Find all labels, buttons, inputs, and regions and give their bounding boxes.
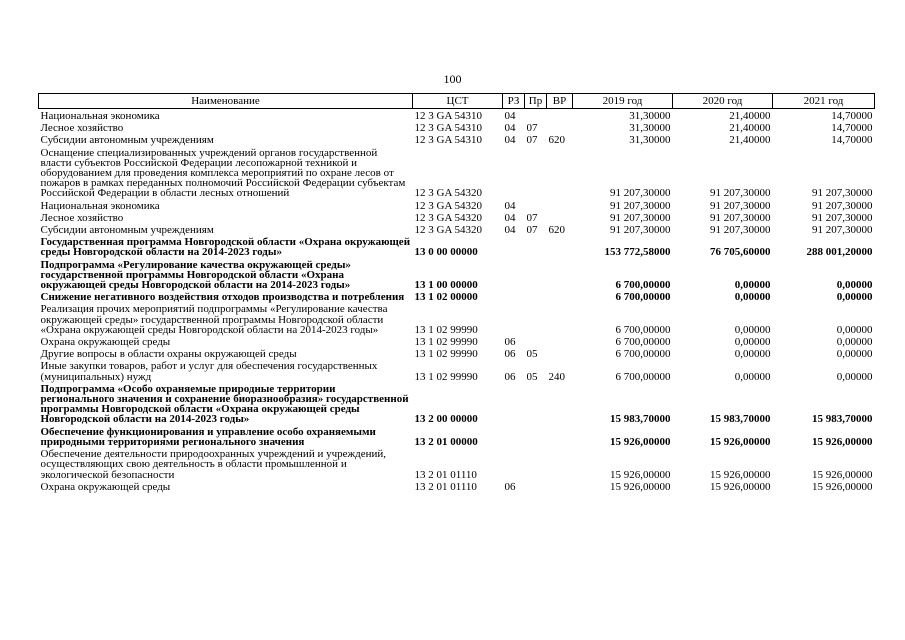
row-pr bbox=[525, 109, 547, 122]
row-pr: 07 bbox=[526, 211, 538, 224]
row-vr bbox=[547, 211, 573, 223]
row-2019: 6 700,00000 bbox=[615, 323, 671, 336]
row-2019: 6 700,00000 bbox=[615, 279, 671, 292]
row-name: Лесное хозяйство bbox=[40, 122, 124, 135]
row-2020: 91 207,30000 bbox=[710, 187, 771, 200]
row-name: Субсидии автономным учреждениям bbox=[40, 134, 214, 147]
row-pr bbox=[525, 199, 547, 211]
row-2021: 91 207,30000 bbox=[812, 199, 873, 212]
row-cst: 12 3 GA 54320 bbox=[414, 187, 483, 200]
row-cst: 12 3 GA 54320 bbox=[414, 199, 483, 212]
row-vr bbox=[547, 109, 573, 122]
row-rz: 04 bbox=[504, 110, 516, 122]
row-rz: 04 bbox=[504, 224, 516, 237]
page-number: 100 bbox=[443, 72, 462, 86]
row-name: Обеспечение функционирования и управление особо охраняемыми природными территориями регионального значения bbox=[40, 425, 376, 448]
table-row bbox=[39, 290, 875, 302]
row-2019: 31,30000 bbox=[629, 110, 671, 122]
row-pr bbox=[525, 447, 547, 480]
row-name: Оснащение специализированных учреждений органов государственной власти субъектов Российской Федерации лесопожарной техникой и оборудованием для проведения комплекса мероприятий по охране лесов от пожаров в рамках переданных полномочий Российской Федерации субъектам Российской Федерации в области лесных отношений bbox=[40, 146, 406, 200]
row-2019: 6 700,00000 bbox=[615, 348, 671, 361]
row-2019: 6 700,00000 bbox=[615, 370, 671, 383]
row-vr bbox=[547, 290, 573, 302]
row-name: Охрана окружающей среды bbox=[40, 336, 171, 349]
row-2021: 14,70000 bbox=[831, 110, 873, 122]
row-name: Национальная экономика bbox=[40, 110, 160, 122]
row-2021: 15 926,00000 bbox=[812, 480, 873, 493]
row-pr bbox=[525, 146, 547, 199]
row-pr bbox=[525, 335, 547, 347]
row-2021: 0,00000 bbox=[836, 279, 873, 292]
row-rz: 06 bbox=[504, 370, 516, 383]
row-2019: 15 926,00000 bbox=[610, 435, 671, 448]
row-2021: 91 207,30000 bbox=[812, 187, 873, 200]
row-2021: 91 207,30000 bbox=[812, 211, 873, 224]
row-pr bbox=[525, 382, 547, 425]
table-row bbox=[39, 109, 875, 122]
row-cst: 13 0 00 00000 bbox=[414, 246, 478, 259]
row-vr bbox=[547, 302, 573, 335]
table-row bbox=[39, 382, 875, 425]
row-2020: 91 207,30000 bbox=[710, 199, 771, 212]
row-rz: 06 bbox=[504, 336, 516, 349]
row-2019: 91 207,30000 bbox=[610, 199, 671, 212]
row-vr bbox=[547, 258, 573, 291]
row-rz bbox=[503, 235, 525, 257]
row-2019: 91 207,30000 bbox=[610, 211, 671, 224]
row-pr bbox=[525, 235, 547, 257]
row-cst: 13 2 01 01110 bbox=[414, 468, 477, 481]
header-rz: РЗ bbox=[503, 94, 525, 109]
row-2020: 0,00000 bbox=[734, 323, 771, 336]
header-cst: ЦСТ bbox=[413, 94, 503, 109]
row-pr bbox=[525, 258, 547, 291]
header-2021: 2021 год bbox=[773, 94, 875, 109]
row-2019: 15 983,70000 bbox=[610, 413, 671, 426]
row-2019: 15 926,00000 bbox=[610, 480, 671, 493]
row-name: Национальная экономика bbox=[40, 199, 160, 212]
row-2019: 91 207,30000 bbox=[610, 224, 671, 237]
row-cst: 13 2 00 00000 bbox=[414, 413, 478, 426]
row-vr: 620 bbox=[548, 224, 565, 237]
row-cst: 13 1 02 99990 bbox=[414, 323, 478, 336]
header-2019: 2019 год bbox=[573, 94, 673, 109]
row-vr bbox=[547, 480, 573, 492]
row-2019: 6 700,00000 bbox=[615, 291, 671, 304]
row-2021: 14,70000 bbox=[831, 134, 873, 147]
row-vr bbox=[547, 425, 573, 447]
row-vr bbox=[547, 335, 573, 347]
row-vr: 240 bbox=[548, 370, 565, 383]
row-2020: 15 926,00000 bbox=[710, 435, 771, 448]
row-rz bbox=[503, 302, 525, 335]
table-row bbox=[39, 199, 875, 211]
row-vr bbox=[547, 199, 573, 211]
row-name: Подпрограмма «Регулирование качества окружающей среды» государственной программы Новгородской области «Охрана окружающей среды Новгородской области на 2014-2023 годы» bbox=[40, 258, 351, 292]
row-pr bbox=[525, 302, 547, 335]
header-pr: Пр bbox=[525, 94, 547, 109]
row-2019: 6 700,00000 bbox=[615, 336, 671, 349]
row-2019: 153 772,58000 bbox=[604, 246, 671, 259]
row-2019: 31,30000 bbox=[629, 122, 671, 135]
row-cst: 13 1 02 99990 bbox=[414, 348, 478, 361]
row-vr: 620 bbox=[548, 134, 565, 147]
row-cst: 12 3 GA 54310 bbox=[414, 122, 483, 135]
row-name: Субсидии автономным учреждениям bbox=[40, 224, 214, 237]
row-2020: 15 983,70000 bbox=[710, 413, 771, 426]
row-2021: 15 926,00000 bbox=[812, 435, 873, 448]
row-2021: 0,00000 bbox=[836, 370, 873, 383]
row-rz bbox=[503, 146, 525, 199]
row-pr: 05 bbox=[526, 348, 538, 361]
table-row bbox=[39, 447, 875, 480]
row-vr bbox=[547, 146, 573, 199]
row-rz: 04 bbox=[504, 211, 516, 224]
row-cst: 13 2 01 00000 bbox=[414, 435, 478, 448]
row-rz: 06 bbox=[504, 348, 516, 361]
row-2021: 15 983,70000 bbox=[812, 413, 873, 426]
row-2021: 0,00000 bbox=[836, 323, 873, 336]
table-row bbox=[39, 133, 875, 145]
table-row bbox=[39, 258, 875, 291]
row-name: Другие вопросы в области охраны окружающей среды bbox=[40, 348, 297, 361]
row-cst: 12 3 GA 54310 bbox=[414, 134, 483, 147]
row-2020: 21,40000 bbox=[729, 122, 771, 135]
table-row bbox=[39, 359, 875, 381]
row-2020: 76 705,60000 bbox=[710, 246, 771, 259]
row-pr bbox=[525, 290, 547, 302]
row-pr: 07 bbox=[526, 134, 538, 147]
row-2021: 0,00000 bbox=[836, 336, 873, 349]
row-cst: 12 3 GA 54320 bbox=[414, 224, 483, 237]
row-name: Иные закупки товаров, работ и услуг для обеспечения государственных (муниципальных) нужд bbox=[40, 360, 378, 383]
table-row bbox=[39, 347, 875, 359]
header-vr: ВР bbox=[547, 94, 573, 109]
row-2021: 15 926,00000 bbox=[812, 468, 873, 481]
row-2020: 15 926,00000 bbox=[710, 480, 771, 493]
row-2020: 0,00000 bbox=[734, 348, 771, 361]
table-row bbox=[39, 235, 875, 257]
row-2019: 31,30000 bbox=[629, 134, 671, 147]
table-row bbox=[39, 211, 875, 223]
row-rz bbox=[503, 290, 525, 302]
row-name: Снижение негативного воздействия отходов производства и потребления bbox=[40, 291, 405, 304]
row-pr: 07 bbox=[526, 224, 538, 237]
row-2020: 91 207,30000 bbox=[710, 211, 771, 224]
row-rz: 04 bbox=[504, 134, 516, 147]
row-rz: 06 bbox=[504, 480, 516, 493]
row-name: Лесное хозяйство bbox=[40, 211, 124, 224]
table-row bbox=[39, 425, 875, 447]
table-header bbox=[39, 94, 875, 109]
row-cst: 12 3 GA 54320 bbox=[414, 211, 483, 224]
row-cst: 13 2 01 01110 bbox=[414, 480, 477, 493]
row-cst: 13 1 00 00000 bbox=[414, 279, 478, 292]
row-2021: 288 001,20000 bbox=[806, 246, 873, 259]
row-2019: 15 926,00000 bbox=[610, 468, 671, 481]
row-vr bbox=[547, 235, 573, 257]
row-pr: 05 bbox=[526, 370, 538, 383]
table-row bbox=[39, 146, 875, 199]
row-2019: 91 207,30000 bbox=[610, 187, 671, 200]
row-2020: 21,40000 bbox=[729, 110, 771, 122]
row-vr bbox=[547, 347, 573, 359]
row-2021: 14,70000 bbox=[831, 122, 873, 135]
row-name: Государственная программа Новгородской области «Охрана окружающей среды Новгородской области на 2014-2023 годы» bbox=[40, 236, 411, 259]
header-2020: 2020 год bbox=[673, 94, 773, 109]
table-row bbox=[39, 121, 875, 133]
row-cst: 13 1 02 99990 bbox=[414, 336, 478, 349]
row-vr bbox=[547, 447, 573, 480]
row-vr bbox=[547, 382, 573, 425]
row-name: Обеспечение деятельности природоохранных учреждений и учреждений, осуществляющих свою деятельность в области промышленной и экологической безопасности bbox=[40, 448, 386, 481]
row-rz bbox=[503, 447, 525, 480]
row-pr: 07 bbox=[526, 122, 538, 135]
row-2021: 0,00000 bbox=[836, 348, 873, 361]
table-row bbox=[39, 480, 875, 492]
table-row bbox=[39, 223, 875, 235]
row-cst: 13 1 02 99990 bbox=[414, 370, 478, 383]
row-name: Реализация прочих мероприятий подпрограммы «Регулирование качества окружающей среды» государственной программы Новгородской области «Охрана окружающей среды Новгородской области на 2014-2023 годы» bbox=[40, 303, 388, 336]
row-rz: 04 bbox=[504, 122, 516, 135]
row-rz: 04 bbox=[504, 199, 516, 212]
table-body bbox=[39, 109, 875, 492]
row-name: Подпрограмма «Особо охраняемые природные территории регионального значения и сохранение биоразнообразия» государственной программы Новгородской области «Охрана окружающей среды Новгородской области на 2014-2023 годы» bbox=[40, 382, 409, 426]
row-2020: 0,00000 bbox=[734, 370, 771, 383]
row-pr bbox=[525, 425, 547, 447]
row-2020: 0,00000 bbox=[734, 291, 771, 304]
row-2020: 91 207,30000 bbox=[710, 224, 771, 237]
row-2021: 91 207,30000 bbox=[812, 224, 873, 237]
header-name: Наименование bbox=[39, 94, 413, 109]
row-name: Охрана окружающей среды bbox=[40, 480, 171, 493]
row-2020: 15 926,00000 bbox=[710, 468, 771, 481]
row-rz bbox=[503, 425, 525, 447]
table-row bbox=[39, 335, 875, 347]
row-vr bbox=[547, 121, 573, 133]
row-cst: 13 1 02 00000 bbox=[414, 291, 478, 304]
row-2020: 0,00000 bbox=[734, 336, 771, 349]
row-2021: 0,00000 bbox=[836, 291, 873, 304]
budget-table bbox=[38, 93, 875, 492]
row-cst: 12 3 GA 54310 bbox=[414, 110, 483, 122]
row-rz bbox=[503, 258, 525, 291]
row-pr bbox=[525, 480, 547, 492]
row-rz bbox=[503, 382, 525, 425]
row-2020: 21,40000 bbox=[729, 134, 771, 147]
table-row bbox=[39, 302, 875, 335]
row-2020: 0,00000 bbox=[734, 279, 771, 292]
